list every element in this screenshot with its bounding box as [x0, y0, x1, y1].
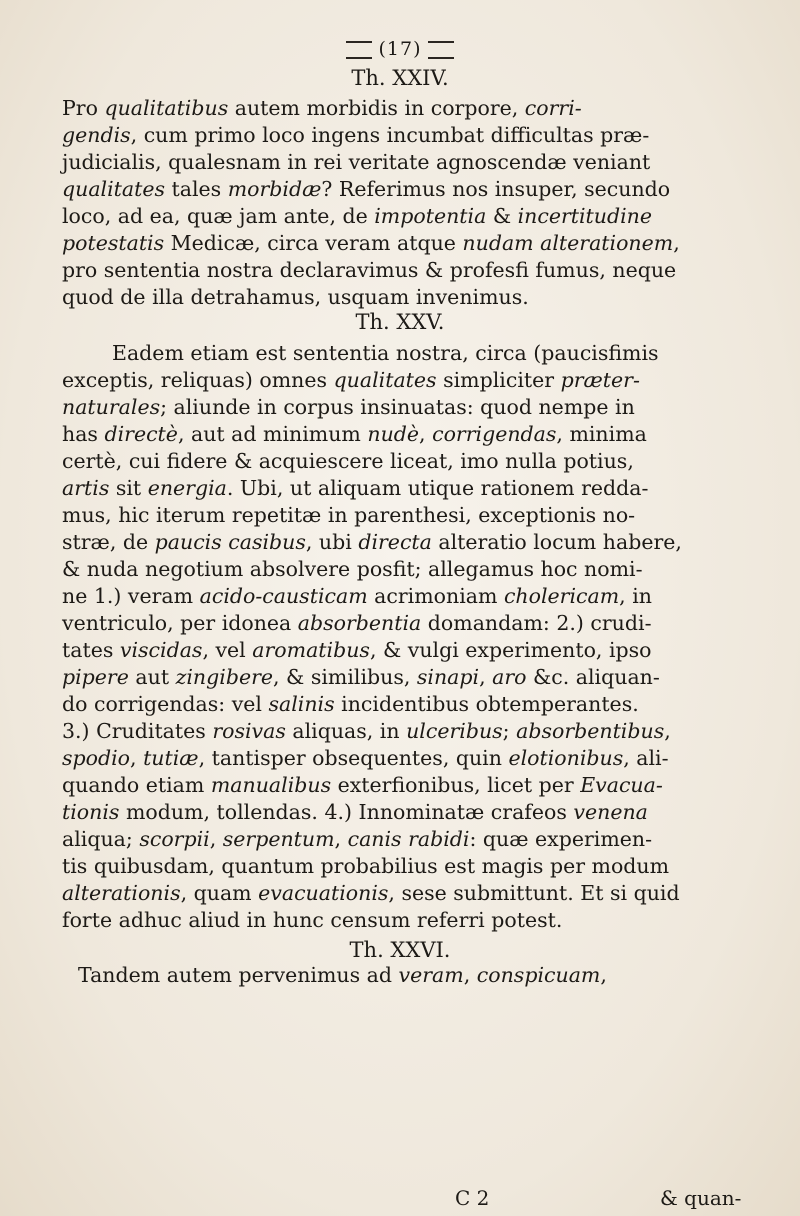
text-line: pipere aut zingibere, & similibus, sinapi, aro &c. aliquan-: [62, 665, 660, 689]
text-line: 3.) Cruditates rosivas aliquas, in ulceribus; absorbentibus,: [62, 719, 671, 743]
left-ornament: [346, 41, 372, 59]
text-line: forte adhuc aliud in hunc censum referri potest.: [62, 908, 563, 932]
section-heading-25: Th. XXV.: [355, 310, 445, 334]
text-line: exceptis, reliquas) omnes qualitates simpliciter præter-: [62, 368, 640, 392]
section-heading-26: Th. XXVI.: [349, 938, 451, 962]
text-line: ne 1.) veram acido-causticam acrimoniam cholericam, in: [62, 584, 652, 608]
text-line: & nuda negotium absolvere posfit; allegamus hoc nomi-: [62, 557, 643, 581]
text-line: tis quibusdam, quantum probabilius est magis per modum: [62, 854, 670, 878]
text-line: has directè, aut ad minimum nudè, corrigendas, minima: [62, 422, 647, 446]
text-line: stræ, de paucis casibus, ubi directa alteratio locum habere,: [62, 530, 682, 554]
text-line: certè, cui fidere & acquiescere liceat, imo nulla potius,: [62, 449, 634, 473]
text-line: aliqua; scorpii, serpentum, canis rabidi: quæ experimen-: [62, 827, 653, 851]
text-line: Tandem autem pervenimus ad veram, conspicuam,: [78, 963, 607, 987]
text-line: quod de illa detrahamus, usquam invenimus.: [62, 285, 529, 309]
text-line: mus, hic iterum repetitæ in parenthesi, exceptionis no-: [62, 503, 636, 527]
text-line: pro sententia nostra declaravimus & profesfi fumus, neque: [62, 258, 677, 282]
text-line: judicialis, qualesnam in rei veritate agnoscendæ veniant: [62, 150, 651, 174]
catchword: & quan-: [660, 1186, 742, 1210]
text-line: loco, ad ea, quæ jam ante, de impotentia & incertitudine: [62, 204, 653, 228]
text-line: ventriculo, per idonea absorbentia domandam: 2.) crudi-: [62, 611, 652, 635]
text-line: gendis, cum primo loco ingens incumbat difficultas præ-: [62, 123, 650, 147]
text-line: Eadem etiam est sententia nostra, circa (paucisfimis: [112, 341, 659, 365]
page-header: [0, 38, 800, 60]
section-heading-24: Th. XXIV.: [351, 66, 449, 90]
text-line: Pro qualitatibus autem morbidis in corpore, corri-: [62, 96, 582, 120]
text-line: naturales; aliunde in corpus insinuatas: quod nempe in: [62, 395, 635, 419]
text-line: alterationis, quam evacuationis, sese submittunt. Et si quid: [62, 881, 680, 905]
text-line: qualitates tales morbidæ? Referimus nos insuper, secundo: [62, 177, 671, 201]
text-line: artis sit energia. Ubi, ut aliquam utique rationem redda-: [62, 476, 649, 500]
right-ornament: [428, 41, 454, 59]
text-line: spodio, tutiæ, tantisper obsequentes, quin elotionibus, ali-: [62, 746, 669, 770]
text-line: do corrigendas: vel salinis incidentibus obtemperantes.: [62, 692, 639, 716]
text-line: tates viscidas, vel aromatibus, & vulgi experimento, ipso: [62, 638, 652, 662]
text-line: potestatis Medicæ, circa veram atque nudam alterationem,: [62, 231, 680, 255]
text-line: quando etiam manualibus exterfionibus, licet per Evacua-: [62, 773, 663, 797]
page-number: (17): [378, 38, 422, 60]
text-line: tionis modum, tollendas. 4.) Innominatæ crafeos venena: [62, 800, 648, 824]
signature-mark: C 2: [455, 1186, 490, 1210]
